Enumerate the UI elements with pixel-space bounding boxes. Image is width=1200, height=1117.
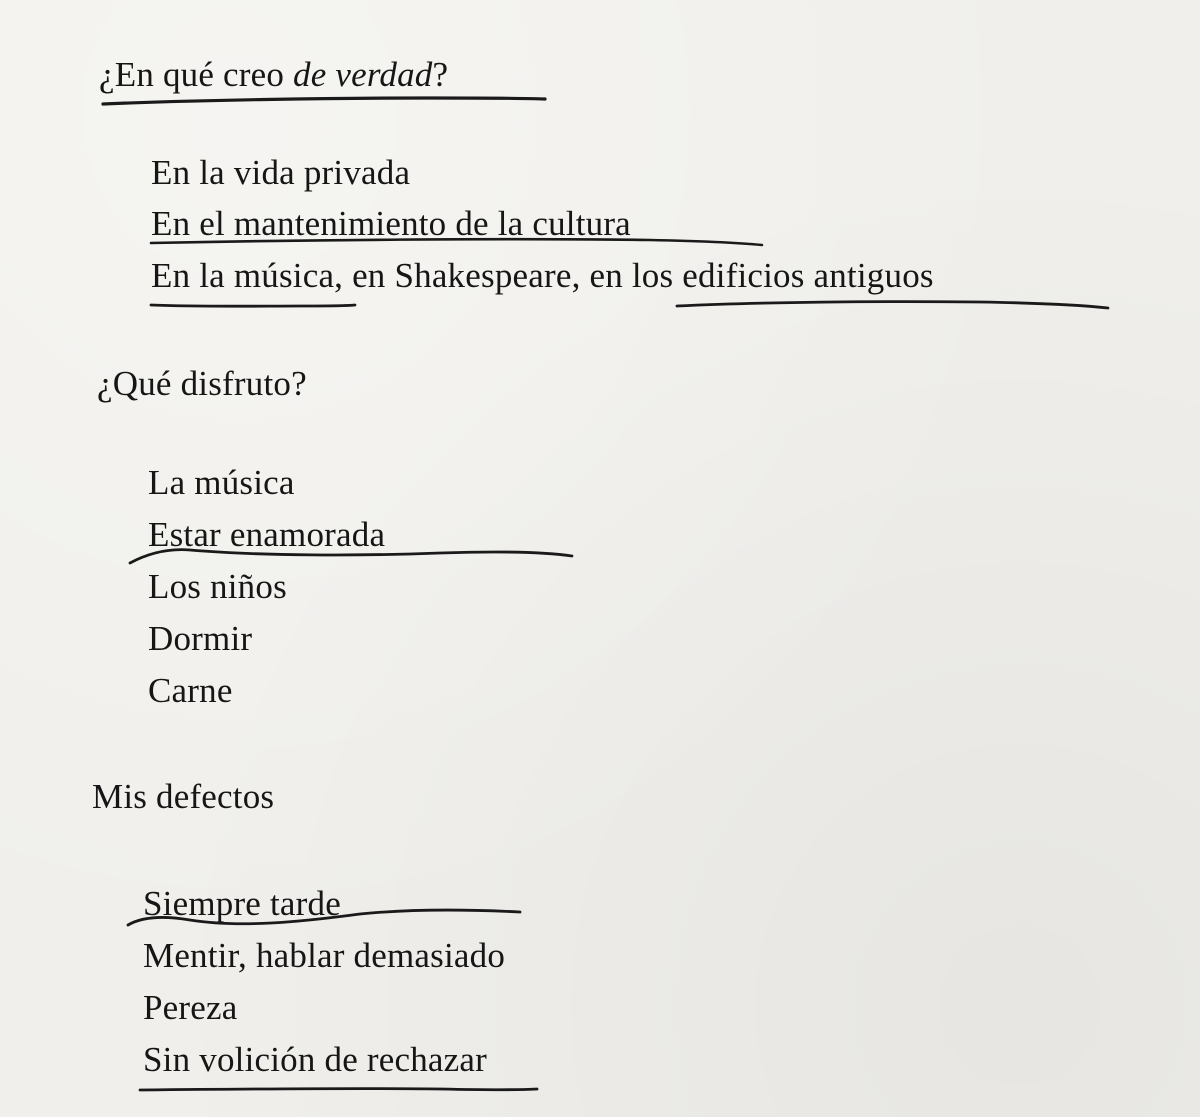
underline-edificios [677,302,1108,308]
list-item: Carne [148,671,233,710]
heading-emphasis: de verdad [293,55,433,94]
list-item: Estar enamorada [148,515,386,554]
list-item: Los niños [148,567,287,606]
list-item: Dormir [148,619,253,658]
heading-question-mark: ? [432,55,449,94]
underline-volicion [140,1089,537,1090]
section-heading-beliefs [99,55,448,95]
heading-text: ¿En qué creo [99,55,294,94]
list-item: Sin volición de rechazar [143,1040,487,1079]
list-item: En la música, en Shakespeare, en los edificios antiguos [151,256,934,295]
list-item: En el mantenimiento de la cultura [151,204,631,243]
list-item: En la vida privada [151,153,411,192]
list-item: Mentir, hablar demasiado [143,936,506,975]
section-heading-flaws: Mis defectos [92,777,275,816]
list-item: Siempre tarde [143,884,341,923]
section-heading-enjoyment: ¿Qué disfruto? [97,364,307,403]
underline-heading-beliefs [103,98,545,104]
list-item: Pereza [143,988,238,1027]
list-item: La música [148,463,295,502]
underline-musica [151,305,355,306]
